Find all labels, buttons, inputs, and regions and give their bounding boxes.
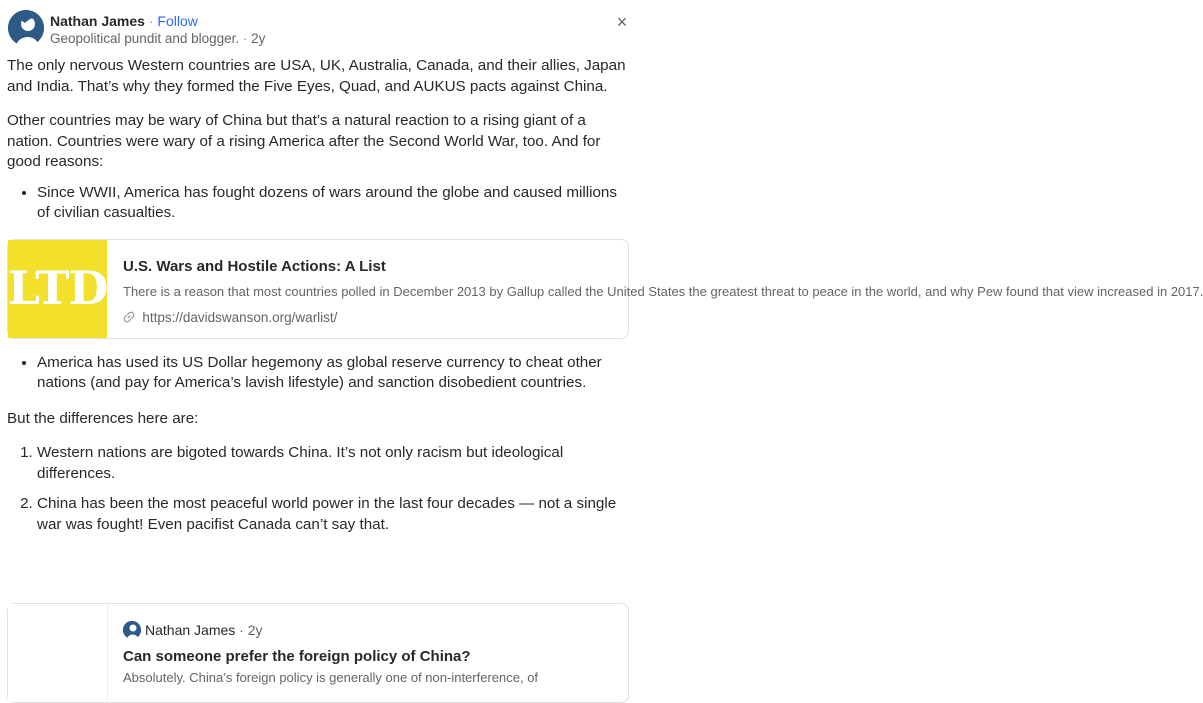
link-icon	[123, 311, 138, 325]
link-url-row	[123, 308, 337, 329]
answer-age: 2y	[247, 622, 263, 638]
separator-dot: ·	[239, 622, 244, 638]
list-item: • Since WWII, America has fought dozens of wars around the globe and caused millions of civilian casualties.	[37, 183, 627, 224]
answer-excerpt: Absolutely. China’s foreign policy is generally one of non-interference, of	[123, 670, 539, 685]
paragraph: But the differences here are:	[7, 409, 199, 427]
author-name[interactable]: Nathan James	[50, 13, 145, 29]
question-title[interactable]: Can someone prefer the foreign policy of China?	[123, 648, 471, 665]
author-credential	[50, 31, 265, 46]
paragraph: The only nervous Western countries are USA, UK, Australia, Canada, and their allies, Japan and India. That’s why they formed the Five Eyes, Quad, and AUKUS pacts against China.	[7, 57, 626, 95]
post-header	[8, 10, 632, 50]
author-avatar[interactable]	[8, 10, 44, 46]
numbered-list	[7, 443, 627, 535]
author-line	[50, 12, 198, 30]
bullet-list	[7, 183, 627, 224]
follow-button[interactable]: Follow	[157, 13, 198, 29]
answer-thumbnail	[8, 604, 108, 702]
answer-author[interactable]: Nathan James	[145, 622, 236, 638]
author-avatar-small	[123, 621, 141, 639]
post-age[interactable]: 2y	[251, 31, 266, 46]
list-item: 2. China has been the most peaceful world power in the last four decades — not a single war was fought! Even pacifist Canada can’t say that.	[37, 494, 627, 535]
link-preview-card[interactable]	[7, 239, 1203, 339]
answer-body	[7, 56, 1203, 535]
link-title[interactable]: U.S. Wars and Hostile Actions: A List	[123, 257, 386, 275]
bullet-list	[7, 353, 627, 394]
thumbnail-logo-text: LTD	[7, 261, 108, 316]
separator-dot: ·	[242, 31, 248, 46]
link-thumbnail	[8, 240, 107, 338]
list-item: 1. Western nations are bigoted towards China. It’s not only racism but ideological differences.	[37, 443, 627, 484]
close-icon[interactable]: ×	[616, 12, 628, 32]
separator-dot: ·	[148, 13, 154, 29]
credential-text[interactable]: Geopolitical pundit and blogger.	[50, 31, 240, 46]
answer-meta	[145, 622, 263, 638]
list-item: • America has used its US Dollar hegemony as global reserve currency to cheat other nations (and pay for America’s lavish lifestyle) and sanction disobedient countries.	[37, 353, 627, 394]
paragraph: Other countries may be wary of China but that’s a natural reaction to a rising giant of a nation. Countries were wary of a rising America after the Second World War, too. And for good reasons:	[7, 112, 601, 170]
link-description: There is a reason that most countries polled in December 2013 by Gallup called the United States the greatest threat to peace in the world, and why Pew found that view increased in 2017.	[123, 283, 1203, 299]
embedded-answer-card[interactable]	[7, 603, 629, 703]
link-url[interactable]: https://davidswanson.org/warlist/	[142, 309, 338, 325]
